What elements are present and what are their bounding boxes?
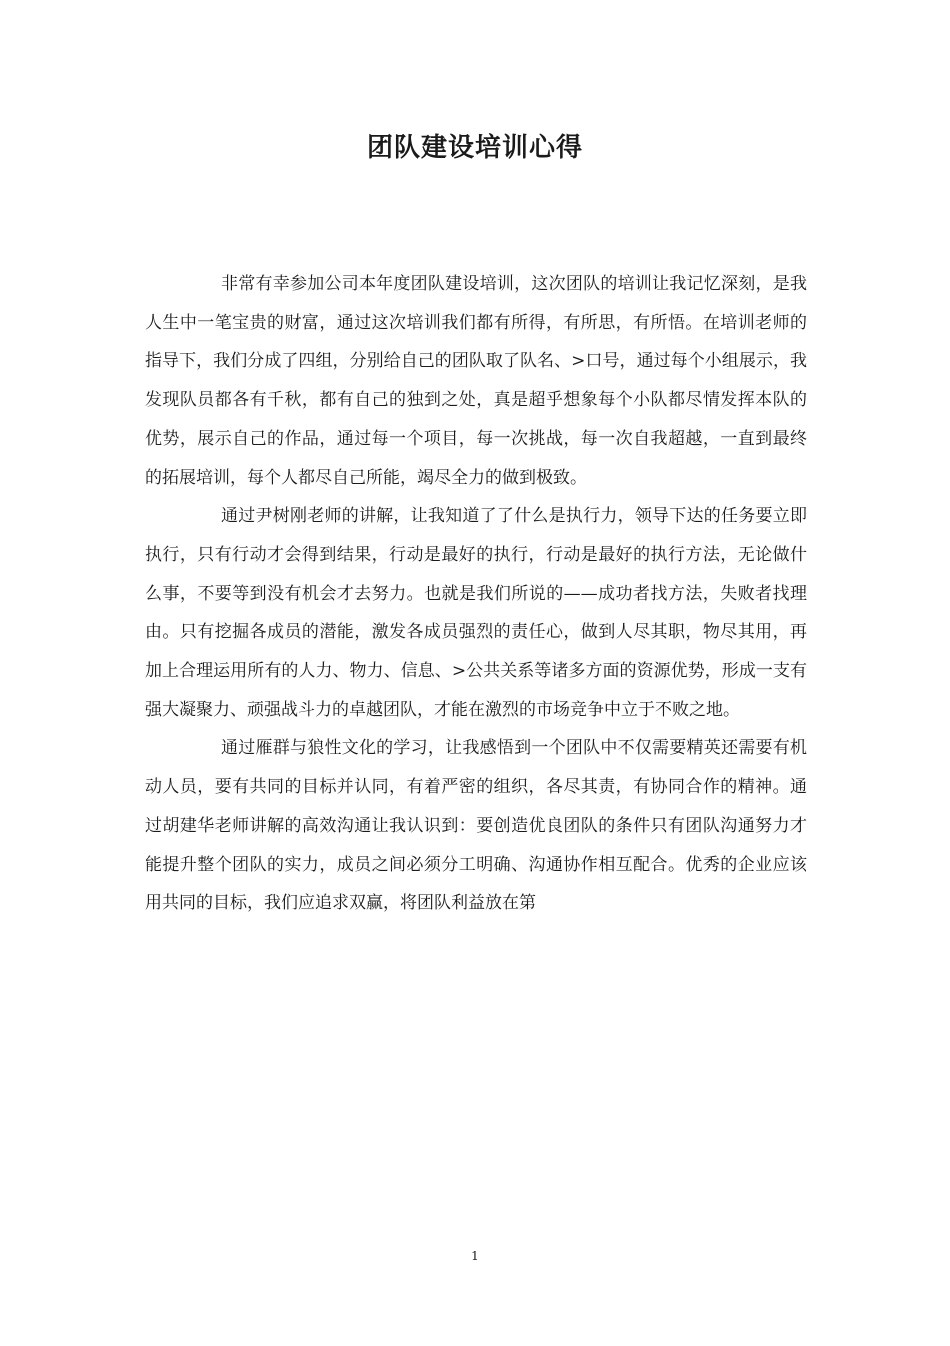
paragraph-3: 通过雁群与狼性文化的学习，让我感悟到一个团队中不仅需要精英还需要有机动人员，要有共同的目标并认同，有着严密的组织，各尽其责，有协同合作的精神。通过胡建华老师讲解的高效沟通让我认识到：要创造优良团队的条件只有团队沟通努力才能提升整个团队的实力，成员之间必须分工明确、沟通协作相互配合。优秀的企业应该用共同的目标，我们应追求双赢，将团队利益放在第 [145, 738, 807, 914]
document-body [145, 265, 807, 923]
page-number: 1 [471, 1249, 479, 1263]
document-title: 团队建设培训心得 [366, 133, 583, 163]
paragraph-2: 通过尹树刚老师的讲解，让我知道了了什么是执行力，领导下达的任务要立即执行，只有行动才会得到结果，行动是最好的执行，行动是最好的执行方法，无论做什么事，不要等到没有机会才去努力。也就是我们所说的——成功者找方法，失败者找理由。只有挖掘各成员的潜能，激发各成员强烈的责任心，做到人尽其职，物尽其用，再加上合理运用所有的人力、物力、信息、>公共关系等诸多方面的资源优势，形成一支有强大凝聚力、顽强战斗力的卓越团队，才能在激烈的市场竞争中立于不败之地。 [145, 506, 807, 720]
paragraph-1: 非常有幸参加公司本年度团队建设培训，这次团队的培训让我记忆深刻，是我人生中一笔宝贵的财富，通过这次培训我们都有所得，有所思，有所悟。在培训老师的指导下，我们分成了四组，分别给自己的团队取了队名、>口号，通过每个小组展示，我发现队员都各有千秋，都有自己的独到之处，真是超乎想象每个小队都尽情发挥本队的优势，展示自己的作品，通过每一个项目，每一次挑战，每一次自我超越，一直到最终的拓展培训，每个人都尽自己所能，竭尽全力的做到极致。 [145, 274, 807, 488]
